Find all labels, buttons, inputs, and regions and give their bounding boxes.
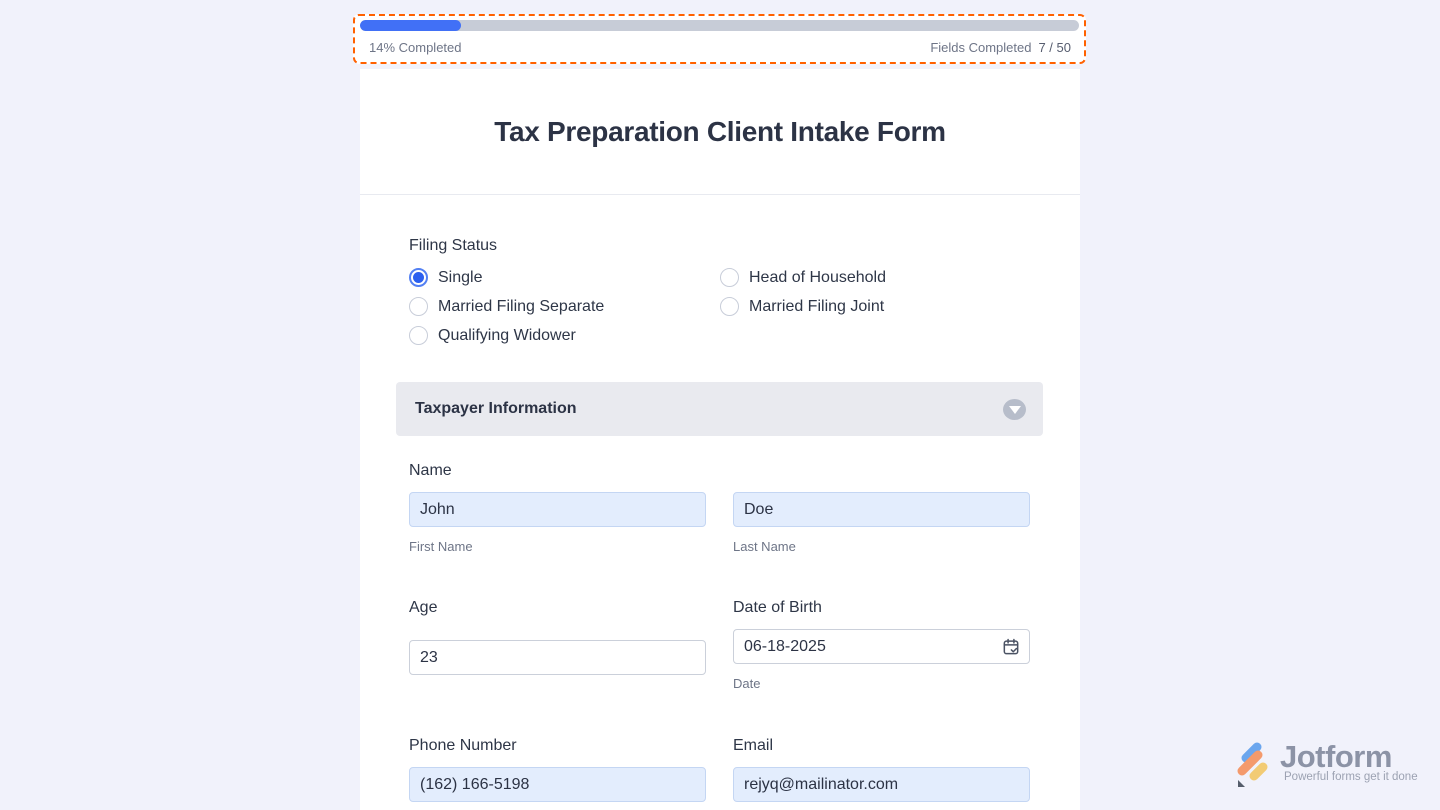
jotform-tagline: Powerful forms get it done xyxy=(1284,771,1418,783)
age-input[interactable] xyxy=(409,640,706,675)
form-body xyxy=(360,236,1080,802)
calendar-picker-button[interactable] xyxy=(1000,636,1022,658)
section-header-taxpayer-information[interactable] xyxy=(396,382,1043,436)
radio-icon[interactable] xyxy=(720,268,739,287)
last-name-sublabel: Last Name xyxy=(733,539,796,554)
date-of-birth-label: Date of Birth xyxy=(733,599,822,616)
form-header xyxy=(360,69,1080,195)
phone-label: Phone Number xyxy=(409,737,517,754)
email-input[interactable] xyxy=(733,767,1030,802)
radio-option-single[interactable] xyxy=(409,268,720,287)
progress-widget[interactable] xyxy=(353,14,1086,64)
radio-label: Married Filing Separate xyxy=(438,297,605,315)
jotform-wordmark xyxy=(1280,739,1418,783)
age-field xyxy=(409,598,706,691)
name-label: Name xyxy=(409,462,452,479)
radio-option-qualifying-widower[interactable] xyxy=(409,326,720,345)
progress-bar-fill xyxy=(360,20,461,31)
form-card xyxy=(360,69,1080,810)
phone-field xyxy=(409,736,706,802)
radio-label: Married Filing Joint xyxy=(749,297,885,315)
radio-label: Single xyxy=(438,268,483,286)
radio-icon[interactable] xyxy=(409,297,428,316)
first-name-input[interactable] xyxy=(409,492,706,527)
age-label: Age xyxy=(409,599,438,616)
radio-option-head-of-household[interactable] xyxy=(720,268,1030,287)
fields-completed-count: 7 / 50 xyxy=(1038,40,1071,55)
jotform-logo-icon xyxy=(1231,740,1275,790)
name-field xyxy=(409,461,1030,554)
phone-input[interactable] xyxy=(409,767,706,802)
contact-row xyxy=(409,736,1030,802)
jotform-branding[interactable] xyxy=(1231,740,1418,790)
filing-status-options xyxy=(409,268,1030,345)
radio-label: Qualifying Widower xyxy=(438,326,576,344)
date-of-birth-field xyxy=(733,598,1030,691)
section-title: Taxpayer Information xyxy=(415,400,577,417)
jotform-logo-text: Jotform xyxy=(1280,739,1392,774)
progress-labels xyxy=(355,31,1084,55)
email-field xyxy=(733,736,1030,802)
progress-percent-label: 14% Completed xyxy=(369,40,462,55)
date-sublabel: Date xyxy=(733,676,761,691)
radio-label: Head of Household xyxy=(749,268,886,286)
radio-option-married-filing-separate[interactable] xyxy=(409,297,720,316)
radio-icon[interactable] xyxy=(720,297,739,316)
date-of-birth-input[interactable] xyxy=(733,629,1030,664)
fields-completed-label: Fields Completed xyxy=(930,40,1032,55)
radio-option-married-filing-joint[interactable] xyxy=(720,297,1030,316)
last-name-input[interactable] xyxy=(733,492,1030,527)
radio-icon[interactable] xyxy=(409,326,428,345)
progress-bar-track xyxy=(360,20,1079,31)
first-name-sublabel: First Name xyxy=(409,539,473,554)
calendar-check-icon xyxy=(1001,637,1021,657)
age-dob-row xyxy=(409,598,1030,691)
chevron-down-icon[interactable] xyxy=(1003,399,1026,420)
form-title: Tax Preparation Client Intake Form xyxy=(494,115,946,147)
filing-status-field xyxy=(409,236,1030,345)
fields-completed xyxy=(930,40,1071,55)
email-label: Email xyxy=(733,737,774,754)
radio-icon[interactable] xyxy=(409,268,428,287)
filing-status-label: Filing Status xyxy=(409,237,498,254)
